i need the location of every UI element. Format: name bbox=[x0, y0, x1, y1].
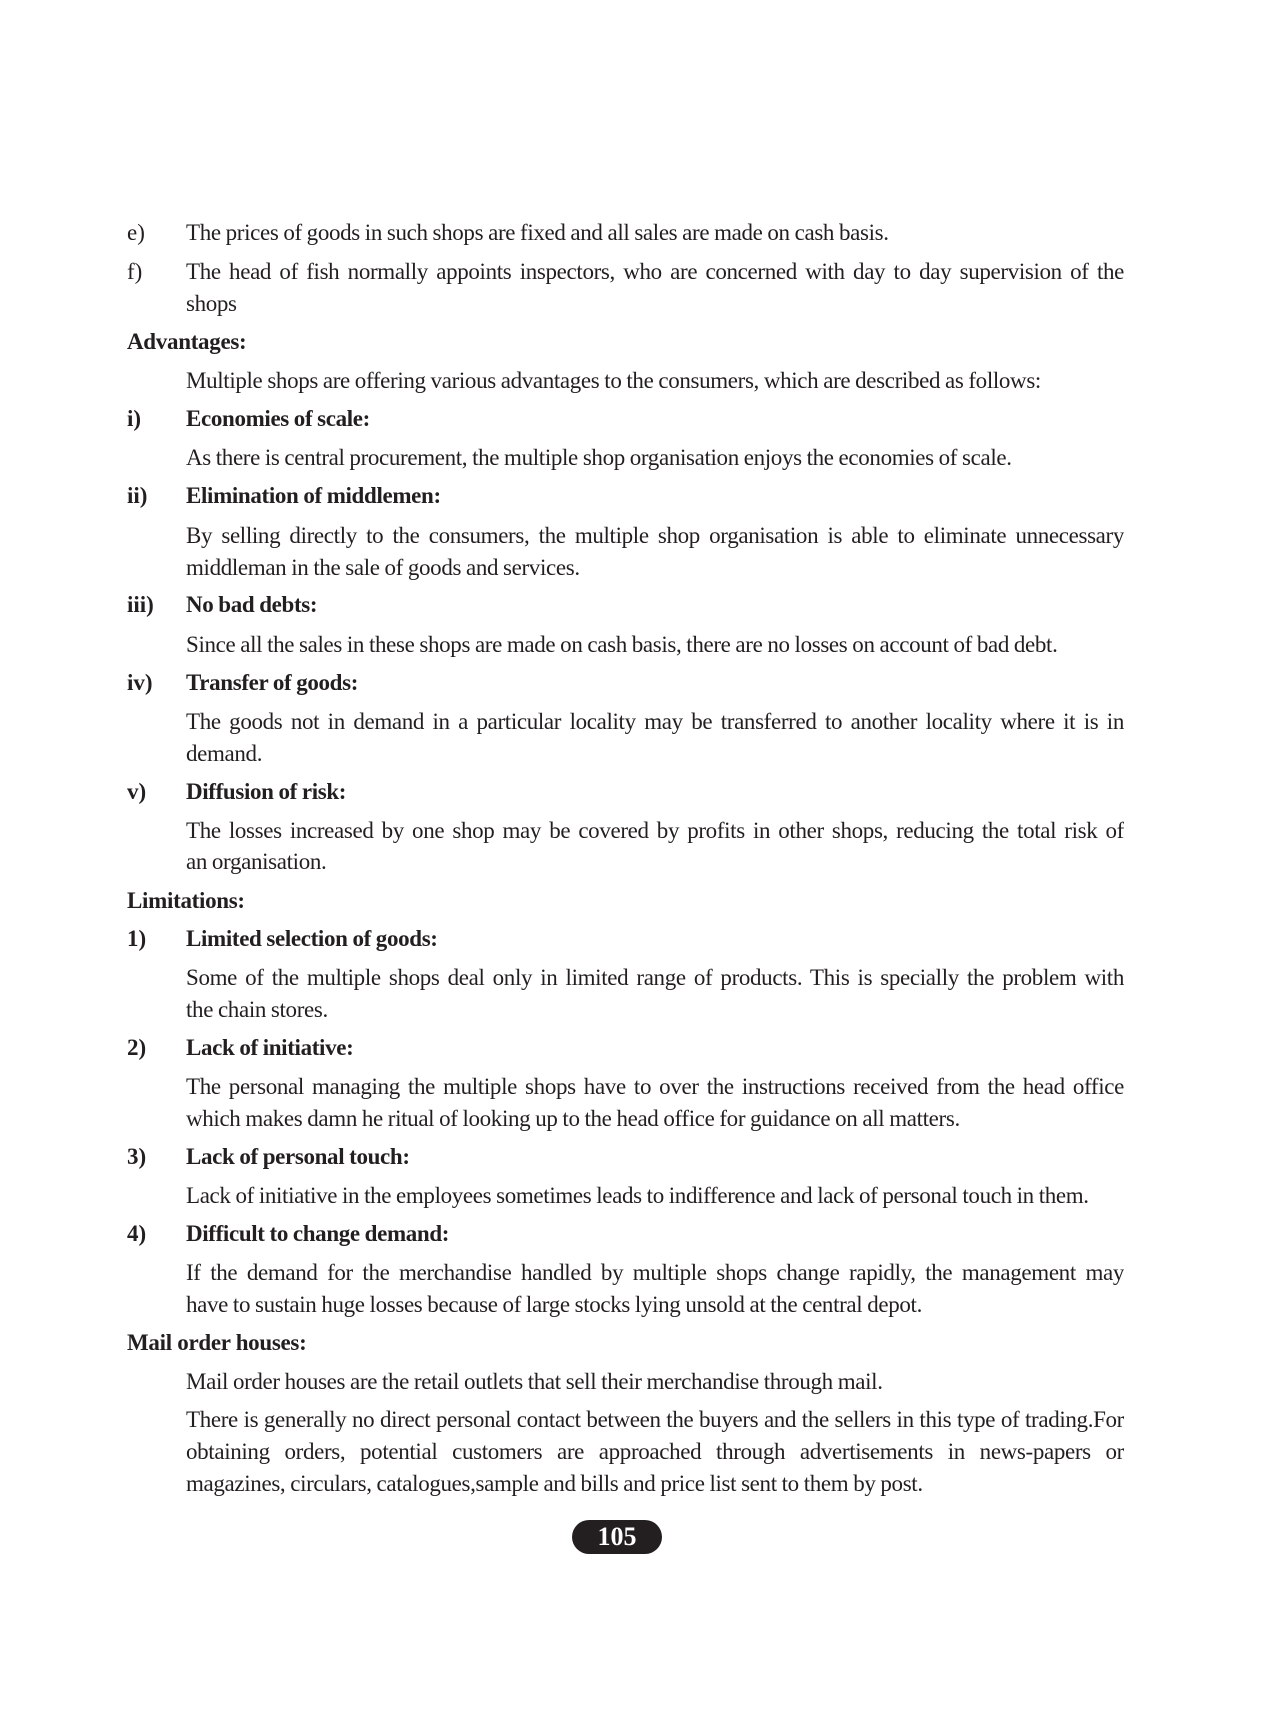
list-marker: 2) bbox=[127, 1035, 147, 1060]
subheading-title: Lack of initiative: bbox=[186, 1035, 354, 1060]
list-marker: ii) bbox=[127, 483, 148, 508]
paragraph-line: There is generally no direct personal contact between the buyers and the sellers in this type of trading.For bbox=[186, 1407, 1124, 1432]
paragraph-line-row bbox=[0, 1181, 1275, 1211]
subheading-row bbox=[0, 590, 1275, 620]
section-heading: Mail order houses: bbox=[127, 1330, 307, 1355]
section-heading-row bbox=[0, 1328, 1275, 1358]
paragraph-line: have to sustain huge losses because of large stocks lying unsold at the central depot. bbox=[186, 1292, 922, 1317]
paragraph-line-row bbox=[0, 1290, 1275, 1320]
paragraph-line: middleman in the sale of goods and services. bbox=[186, 555, 580, 580]
subheading-row bbox=[0, 1142, 1275, 1172]
list-marker: 4) bbox=[127, 1221, 147, 1246]
paragraph-line-row bbox=[0, 847, 1275, 877]
subheading-row bbox=[0, 404, 1275, 434]
paragraph-line: As there is central procurement, the multiple shop organisation enjoys the economies of scale. bbox=[186, 445, 1012, 470]
subheading-title: Limited selection of goods: bbox=[186, 926, 438, 951]
paragraph-line-row bbox=[0, 289, 1275, 319]
subheading-row bbox=[0, 1033, 1275, 1063]
paragraph-line: obtaining orders, potential customers are approached through advertisements in news-papers or bbox=[186, 1439, 1124, 1464]
paragraph-line: Since all the sales in these shops are made on cash basis, there are no losses on account of bad debt. bbox=[186, 632, 1058, 657]
paragraph-line: The head of fish normally appoints inspectors, who are concerned with day to day supervision of the bbox=[186, 259, 1124, 284]
paragraph-line: If the demand for the merchandise handled by multiple shops change rapidly, the management may bbox=[186, 1260, 1124, 1285]
section-heading-row bbox=[0, 886, 1275, 916]
paragraph-line-row bbox=[0, 1437, 1275, 1467]
paragraph-line-row bbox=[0, 553, 1275, 583]
paragraph-line-row bbox=[0, 1405, 1275, 1435]
list-marker: iv) bbox=[127, 670, 153, 695]
subheading-title: No bad debts: bbox=[186, 592, 318, 617]
list-marker: iii) bbox=[127, 592, 154, 617]
paragraph-line: Multiple shops are offering various advantages to the consumers, which are described as follows: bbox=[186, 368, 1041, 393]
section-heading: Limitations: bbox=[127, 888, 245, 913]
paragraph-line: the chain stores. bbox=[186, 997, 328, 1022]
subheading-row bbox=[0, 1219, 1275, 1249]
paragraph-line-row bbox=[0, 521, 1275, 551]
paragraph-line-row bbox=[0, 257, 1275, 287]
paragraph-line: magazines, circulars, catalogues,sample and bills and price list sent to them by post. bbox=[186, 1471, 923, 1496]
paragraph-line-row bbox=[0, 707, 1275, 737]
subheading-title: Transfer of goods: bbox=[186, 670, 359, 695]
paragraph-line: Some of the multiple shops deal only in limited range of products. This is specially the problem with bbox=[186, 965, 1124, 990]
page-number-badge: 105 bbox=[572, 1520, 662, 1554]
paragraph-line-row bbox=[0, 1367, 1275, 1397]
list-marker: v) bbox=[127, 779, 147, 804]
paragraph-line-row bbox=[0, 1072, 1275, 1102]
paragraph-line-row bbox=[0, 366, 1275, 396]
subheading-title: Elimination of middlemen: bbox=[186, 483, 441, 508]
paragraph-line: The losses increased by one shop may be covered by profits in other shops, reducing the total risk of bbox=[186, 818, 1124, 843]
paragraph-line-row bbox=[0, 630, 1275, 660]
paragraph-line-row bbox=[0, 1258, 1275, 1288]
list-marker: i) bbox=[127, 406, 142, 431]
paragraph-line-row bbox=[0, 1469, 1275, 1499]
paragraph-line-row bbox=[0, 995, 1275, 1025]
subheading-title: Lack of personal touch: bbox=[186, 1144, 410, 1169]
paragraph-line-row bbox=[0, 816, 1275, 846]
subheading-title: Difficult to change demand: bbox=[186, 1221, 450, 1246]
subheading-row bbox=[0, 668, 1275, 698]
subheading-row bbox=[0, 924, 1275, 954]
list-marker: 3) bbox=[127, 1144, 147, 1169]
paragraph-line: which makes damn he ritual of looking up to the head office for guidance on all matters. bbox=[186, 1106, 960, 1131]
subheading-row bbox=[0, 777, 1275, 807]
paragraph-line: Mail order houses are the retail outlets that sell their merchandise through mail. bbox=[186, 1369, 883, 1394]
paragraph-line: The personal managing the multiple shops have to over the instructions received from the head office bbox=[186, 1074, 1124, 1099]
subheading-title: Diffusion of risk: bbox=[186, 779, 347, 804]
subheading-row bbox=[0, 481, 1275, 511]
paragraph-line-row bbox=[0, 739, 1275, 769]
paragraph-line-row bbox=[0, 443, 1275, 473]
paragraph-line: The goods not in demand in a particular locality may be transferred to another locality where it is in bbox=[186, 709, 1124, 734]
paragraph-line-row bbox=[0, 218, 1275, 248]
list-marker: 1) bbox=[127, 926, 147, 951]
paragraph-line: an organisation. bbox=[186, 849, 327, 874]
subheading-title: Economies of scale: bbox=[186, 406, 370, 431]
list-marker: f) bbox=[127, 259, 143, 284]
paragraph-line: The prices of goods in such shops are fixed and all sales are made on cash basis. bbox=[186, 220, 889, 245]
paragraph-line: By selling directly to the consumers, the multiple shop organisation is able to eliminate unnecessary bbox=[186, 523, 1124, 548]
paragraph-line: Lack of initiative in the employees sometimes leads to indifference and lack of personal touch in them. bbox=[186, 1183, 1089, 1208]
paragraph-line: demand. bbox=[186, 741, 263, 766]
list-marker: e) bbox=[127, 220, 145, 245]
paragraph-line-row bbox=[0, 963, 1275, 993]
paragraph-line-row bbox=[0, 1104, 1275, 1134]
section-heading-row bbox=[0, 327, 1275, 357]
paragraph-line: shops bbox=[186, 291, 237, 316]
section-heading: Advantages: bbox=[127, 329, 247, 354]
